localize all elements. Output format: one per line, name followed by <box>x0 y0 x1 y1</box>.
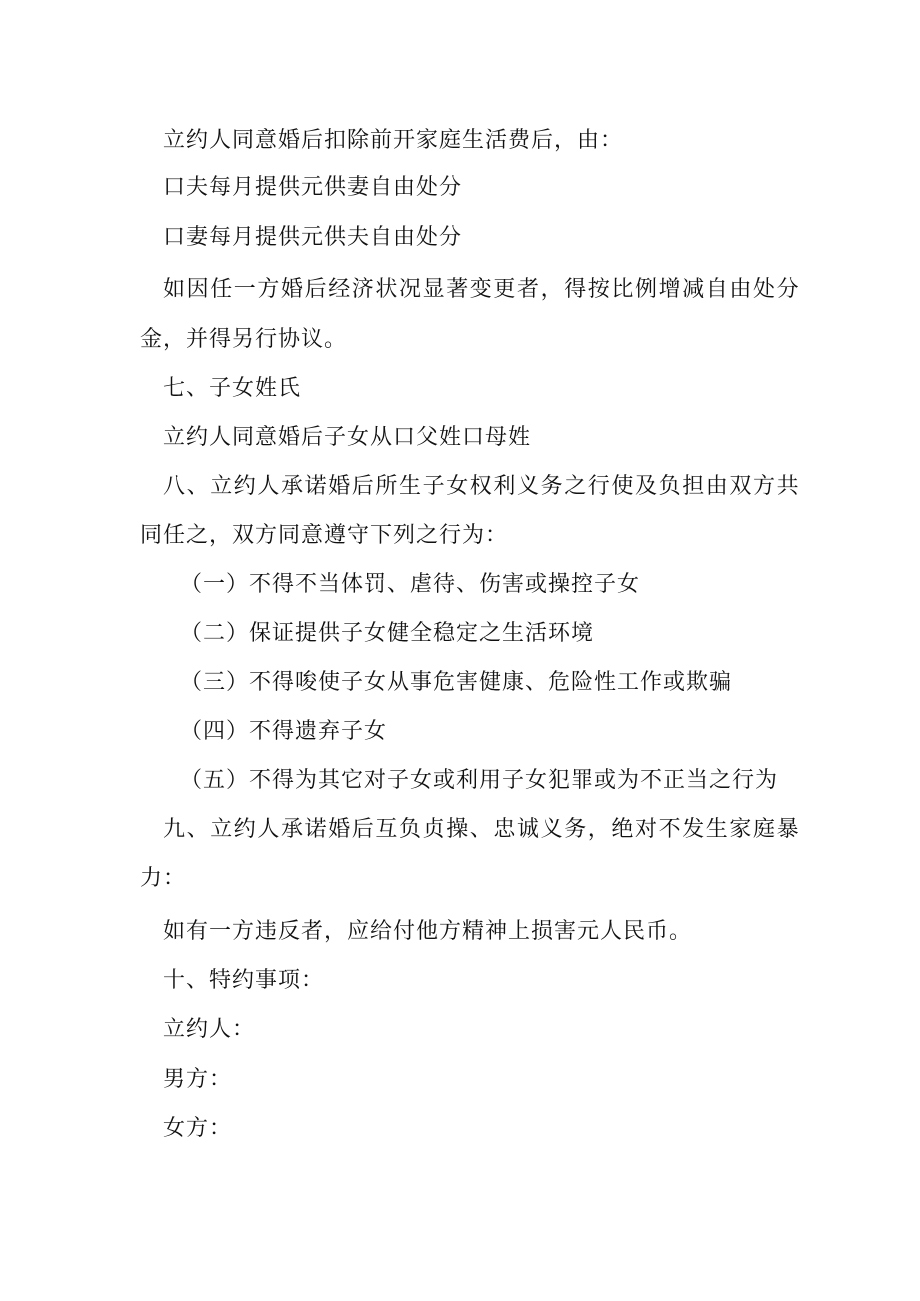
signature-label-parties: 立约人： <box>163 1017 256 1042</box>
checkbox-option-husband-provides: 口夫每月提供元供妻自由处分 <box>163 175 463 200</box>
checkbox-option-wife-provides: 口妻每月提供元供夫自由处分 <box>163 225 463 250</box>
list-item-3: （三）不得唆使子女从事危害健康、危险性工作或欺骗 <box>180 670 733 695</box>
signature-label-female: 女方： <box>163 1116 233 1141</box>
section-heading-children-surname: 七、子女姓氏 <box>163 376 302 401</box>
paragraph-violation-compensation: 如有一方违反者，应给付他方精神上损害元人民币。 <box>163 919 693 944</box>
list-item-4: （四）不得遗弃子女 <box>180 719 388 744</box>
section-heading-special-terms: 十、特约事项： <box>163 968 325 993</box>
signature-label-male: 男方： <box>163 1067 233 1092</box>
section-heading-fidelity: 九、立约人承诺婚后互负贞操、忠诚义务，绝对不发生家庭暴 <box>163 817 801 842</box>
paragraph-fidelity-continued: 力： <box>140 866 187 891</box>
paragraph-economic-change-continued: 金，并得另行协议。 <box>140 327 348 352</box>
paragraph-children-rights-continued: 同任之，双方同意遵守下列之行为： <box>140 523 509 548</box>
list-item-5: （五）不得为其它对子女或利用子女犯罪或为不正当之行为 <box>180 768 779 793</box>
paragraph-economic-change: 如因任一方婚后经济状况显著变更者，得按比例增减自由处分 <box>163 277 801 302</box>
section-heading-children-rights: 八、立约人承诺婚后所生子女权利义务之行使及负担由双方共 <box>163 474 801 499</box>
paragraph-children-surname: 立约人同意婚后子女从口父姓口母姓 <box>163 425 532 450</box>
paragraph-living-expense: 立约人同意婚后扣除前开家庭生活费后，由： <box>163 128 624 153</box>
list-item-2: （二）保证提供子女健全稳定之生活环境 <box>180 621 595 646</box>
list-item-1: （一）不得不当体罚、虐待、伤害或操控子女 <box>180 572 641 597</box>
